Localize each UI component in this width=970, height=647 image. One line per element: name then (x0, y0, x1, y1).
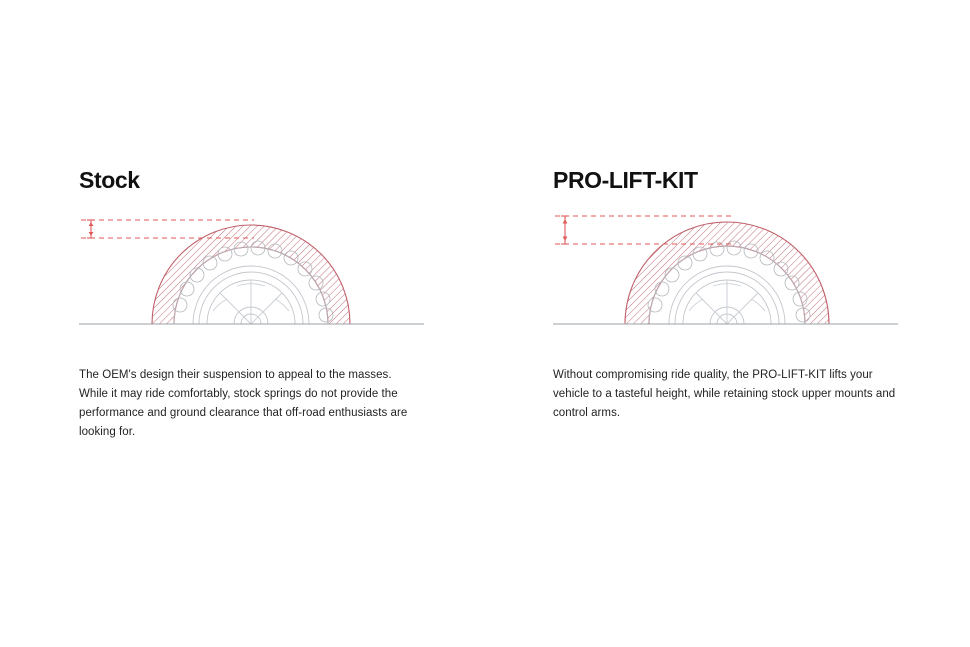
figure-pro-lift-kit (553, 213, 898, 348)
figure-stock (79, 213, 424, 348)
panel-pro-lift-kit (553, 168, 933, 435)
panel-caption-pro-lift-kit: Without compromising ride quality, the PRO-LIFT-KIT lifts your vehicle to a tasteful height, while retaining stock upper mounts and control arms. (553, 369, 896, 420)
lifted-wheel-illustration (553, 213, 898, 348)
panel-caption-stock: The OEM's design their suspension to appeal to the masses. While it may ride comfortably, stock springs do not provide the performance and ground clearance that off-road enthusiasts are looking for. (79, 369, 408, 439)
wheel-rim (193, 266, 309, 348)
panel-stock (79, 168, 459, 454)
panel-title-pro-lift-kit: PRO-LIFT-KIT (553, 167, 698, 193)
panel-title-stock: Stock (79, 167, 140, 193)
wheel-rim (669, 266, 785, 348)
stock-wheel-illustration (79, 213, 424, 348)
